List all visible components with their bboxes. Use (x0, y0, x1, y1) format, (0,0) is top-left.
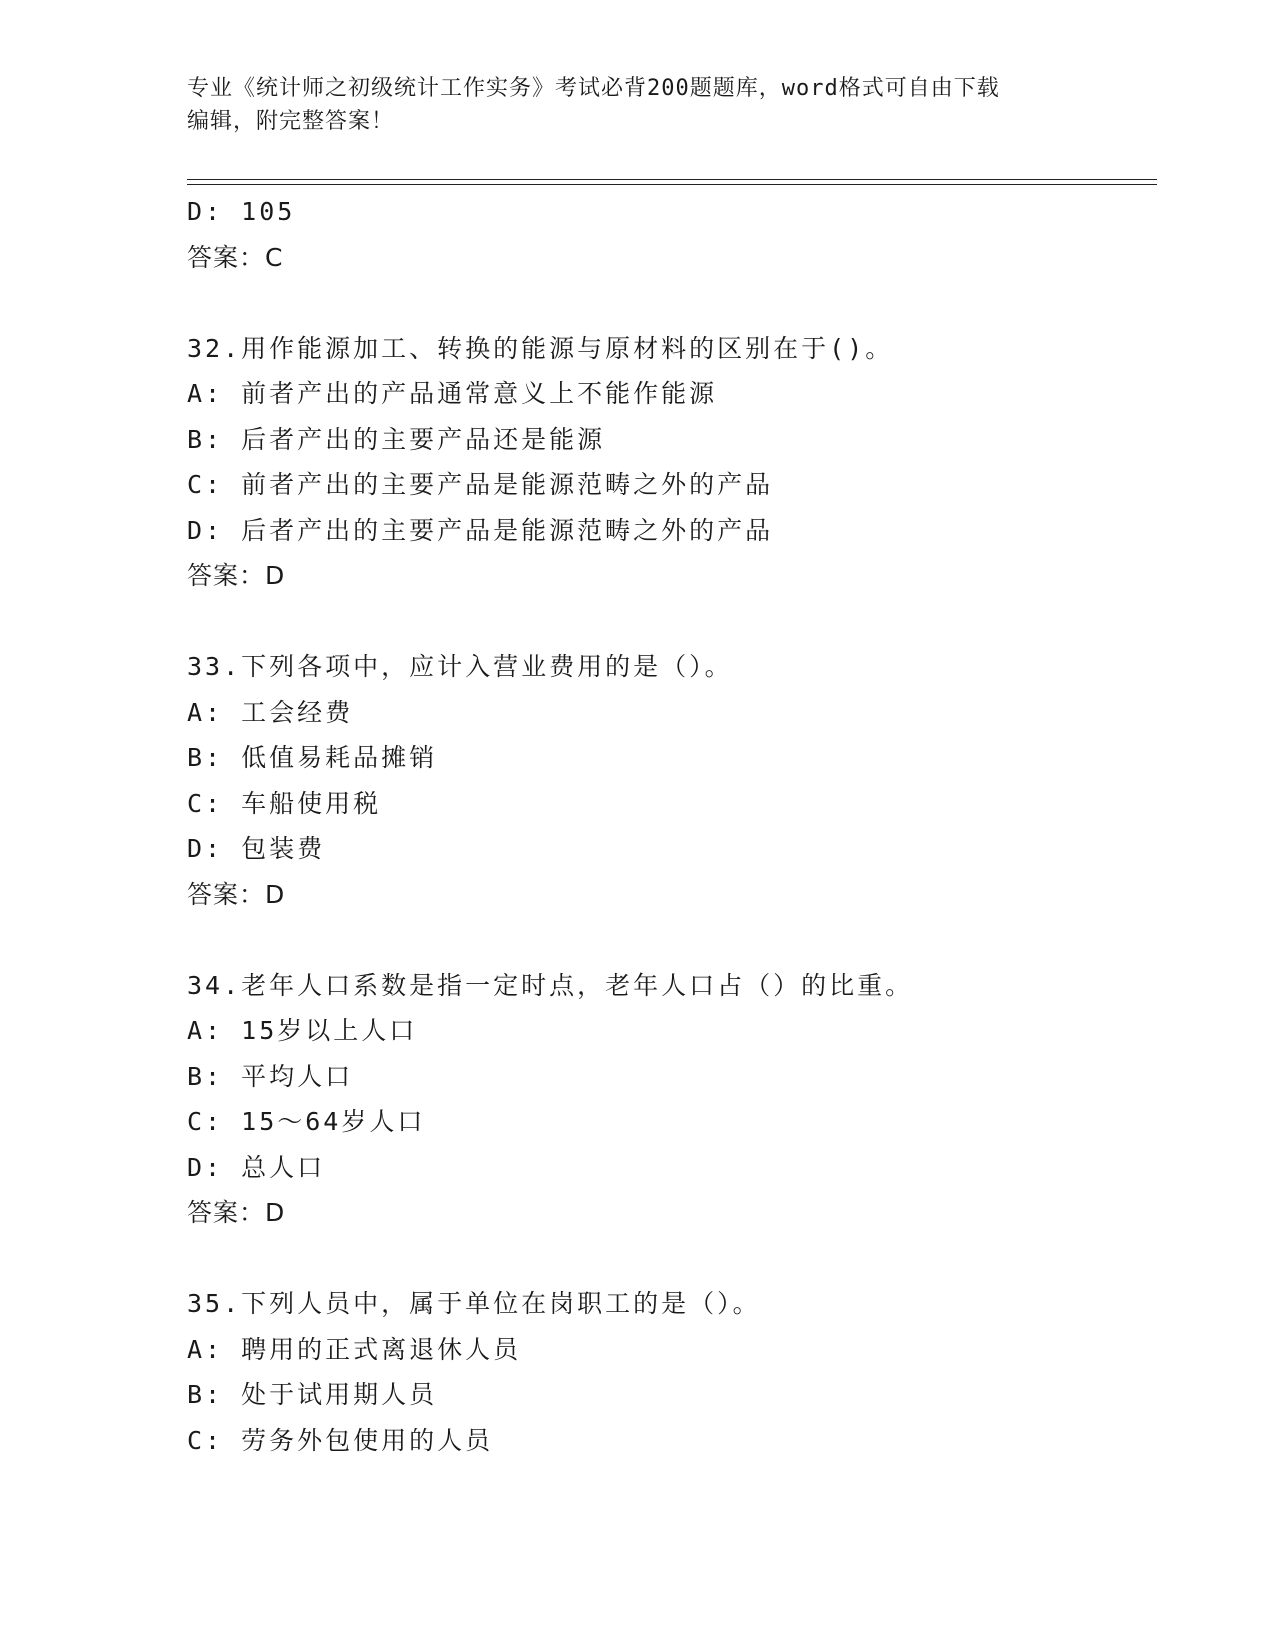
option-a: A: 15岁以上人口 (187, 1016, 418, 1045)
answer: 答案：D (187, 879, 286, 909)
document-header (187, 72, 1087, 138)
question-stem: 32.用作能源加工、转换的能源与原材料的区别在于()。 (187, 333, 894, 363)
question-stem: 33.下列各项中，应计入营业费用的是（）。 (187, 652, 733, 681)
option-b: B: 平均人口 (187, 1061, 354, 1091)
option-b: B: 处于试用期人员 (187, 1380, 438, 1409)
option-b: B: 低值易耗品摊销 (187, 743, 438, 772)
header-divider-top (187, 179, 1157, 180)
spacer (187, 599, 1147, 645)
option-d: D: 后者产出的主要产品是能源范畴之外的产品 (187, 515, 774, 545)
option-c: C: 15～64岁人口 (187, 1107, 426, 1136)
option-d: D: 包装费 (187, 834, 326, 863)
question-stem: 35.下列人员中，属于单位在岗职工的是（）。 (187, 1289, 761, 1318)
option-c: C: 劳务外包使用的人员 (187, 1425, 494, 1455)
option-c: C: 前者产出的主要产品是能源范畴之外的产品 (187, 470, 774, 499)
option-a: A: 前者产出的产品通常意义上不能作能源 (187, 379, 718, 408)
spacer (187, 917, 1147, 963)
spacer (187, 280, 1147, 326)
header-divider-bottom (187, 184, 1157, 185)
header-title-line-1: 专业《统计师之初级统计工作实务》考试必背200题题库，word格式可自由下载 (187, 76, 1000, 101)
option-d: D: 105 (187, 197, 296, 226)
option-a: A: 聘用的正式离退休人员 (187, 1334, 522, 1364)
question-stem: 34.老年人口系数是指一定时点，老年人口占（）的比重。 (187, 970, 914, 1000)
option-d: D: 总人口 (187, 1152, 326, 1182)
option-c: C: 车船使用税 (187, 788, 382, 818)
answer: 答案：D (187, 1198, 286, 1227)
question-list (187, 189, 1147, 1463)
option-a: A: 工会经费 (187, 697, 354, 727)
spacer (187, 1236, 1147, 1282)
option-b: B: 后者产出的主要产品还是能源 (187, 424, 606, 454)
answer: 答案：D (187, 561, 286, 590)
answer: 答案：C (187, 242, 284, 272)
header-title-line-2: 编辑，附完整答案！ (187, 109, 395, 134)
